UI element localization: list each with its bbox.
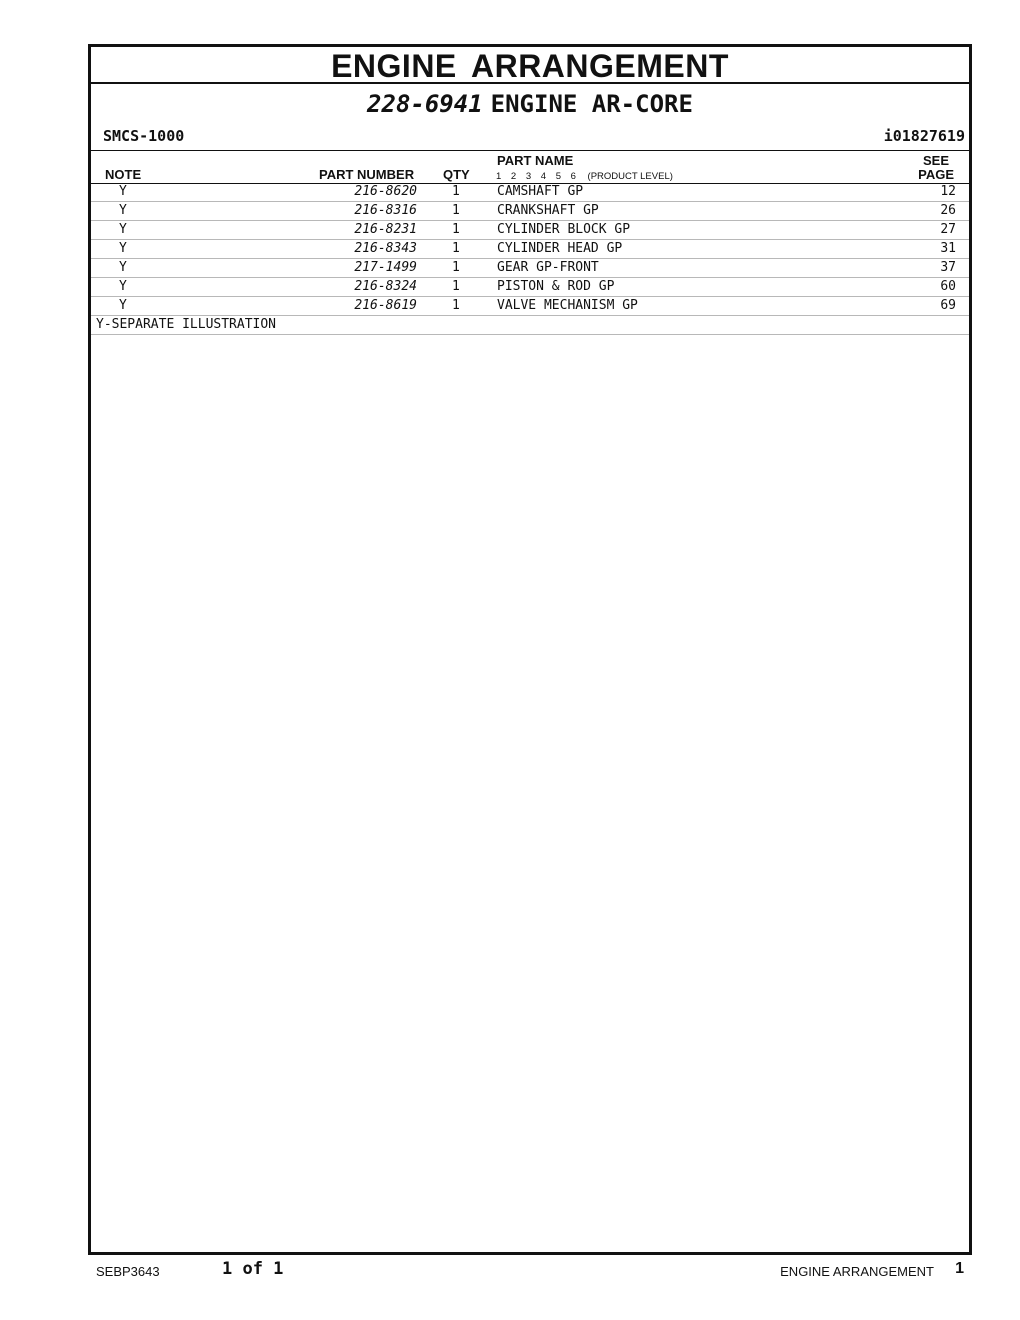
table-row[interactable] [91, 183, 969, 202]
note-legend: Y-SEPARATE ILLUSTRATION [91, 316, 969, 335]
column-header-part-number: PART NUMBER [319, 167, 415, 182]
row-part-number[interactable]: 216-8620 [354, 184, 417, 199]
row-part-number[interactable]: 216-8316 [354, 203, 417, 218]
row-part-number[interactable]: 217-1499 [354, 260, 417, 275]
column-header-note: NOTE [105, 167, 142, 182]
column-header-part-name: PART NAME [497, 153, 574, 168]
row-part-name: VALVE MECHANISM GP [497, 298, 638, 313]
row-note: Y [119, 260, 127, 275]
smcs-code: SMCS-1000 [103, 127, 185, 145]
row-part-name: CYLINDER BLOCK GP [497, 222, 631, 237]
row-part-name: CAMSHAFT GP [497, 184, 584, 199]
row-see-page[interactable]: 69 [940, 298, 956, 313]
product-level-numbers: 1 2 3 4 5 6 [496, 171, 576, 182]
footer-page-count: 1 of 1 [222, 1259, 284, 1279]
assembly-heading [91, 89, 969, 119]
row-qty: 1 [452, 298, 460, 313]
table-row[interactable] [91, 259, 969, 278]
row-qty: 1 [452, 222, 460, 237]
page-footer [0, 1258, 1020, 1282]
row-part-number[interactable]: 216-8324 [354, 279, 417, 294]
row-qty: 1 [452, 241, 460, 256]
product-levels [496, 171, 673, 182]
table-row[interactable] [91, 221, 969, 240]
product-level-label: (PRODUCT LEVEL) [587, 171, 673, 182]
row-qty: 1 [452, 203, 460, 218]
assembly-part-name: ENGINE AR-CORE [490, 90, 693, 118]
row-note: Y [119, 184, 127, 199]
row-see-page[interactable]: 31 [940, 241, 956, 256]
row-part-number[interactable]: 216-8619 [354, 298, 417, 313]
column-header-page: PAGE [918, 167, 954, 182]
row-part-name: PISTON & ROD GP [497, 279, 615, 294]
table-row[interactable] [91, 297, 969, 316]
page-title: ENGINE ARRANGEMENT [91, 47, 969, 84]
column-header-qty: QTY [443, 167, 470, 182]
assembly-part-number[interactable]: 228-6941 [367, 90, 483, 118]
header-divider [91, 150, 969, 151]
row-see-page[interactable]: 27 [940, 222, 956, 237]
footer-section-title: ENGINE ARRANGEMENT [780, 1264, 934, 1279]
row-note: Y [119, 203, 127, 218]
column-header-see: SEE [922, 153, 949, 168]
row-note: Y [119, 279, 127, 294]
table-row[interactable] [91, 240, 969, 259]
row-see-page[interactable]: 12 [940, 184, 956, 199]
parts-table [91, 183, 969, 335]
illustration-id: i01827619 [883, 127, 965, 145]
row-note: Y [119, 241, 127, 256]
row-see-page[interactable]: 37 [940, 260, 956, 275]
row-part-number[interactable]: 216-8231 [354, 222, 417, 237]
row-see-page[interactable]: 60 [940, 279, 956, 294]
table-row[interactable] [91, 202, 969, 221]
row-part-name: GEAR GP-FRONT [497, 260, 599, 275]
row-qty: 1 [452, 260, 460, 275]
row-see-page[interactable]: 26 [940, 203, 956, 218]
parts-page-frame [88, 44, 972, 1255]
row-qty: 1 [452, 184, 460, 199]
footer-document-number: SEBP3643 [96, 1264, 160, 1279]
footer-page-number: 1 [955, 1260, 964, 1277]
row-note: Y [119, 298, 127, 313]
row-part-name: CYLINDER HEAD GP [497, 241, 623, 256]
table-row[interactable] [91, 278, 969, 297]
row-qty: 1 [452, 279, 460, 294]
row-note: Y [119, 222, 127, 237]
row-part-name: CRANKSHAFT GP [497, 203, 599, 218]
row-part-number[interactable]: 216-8343 [354, 241, 417, 256]
